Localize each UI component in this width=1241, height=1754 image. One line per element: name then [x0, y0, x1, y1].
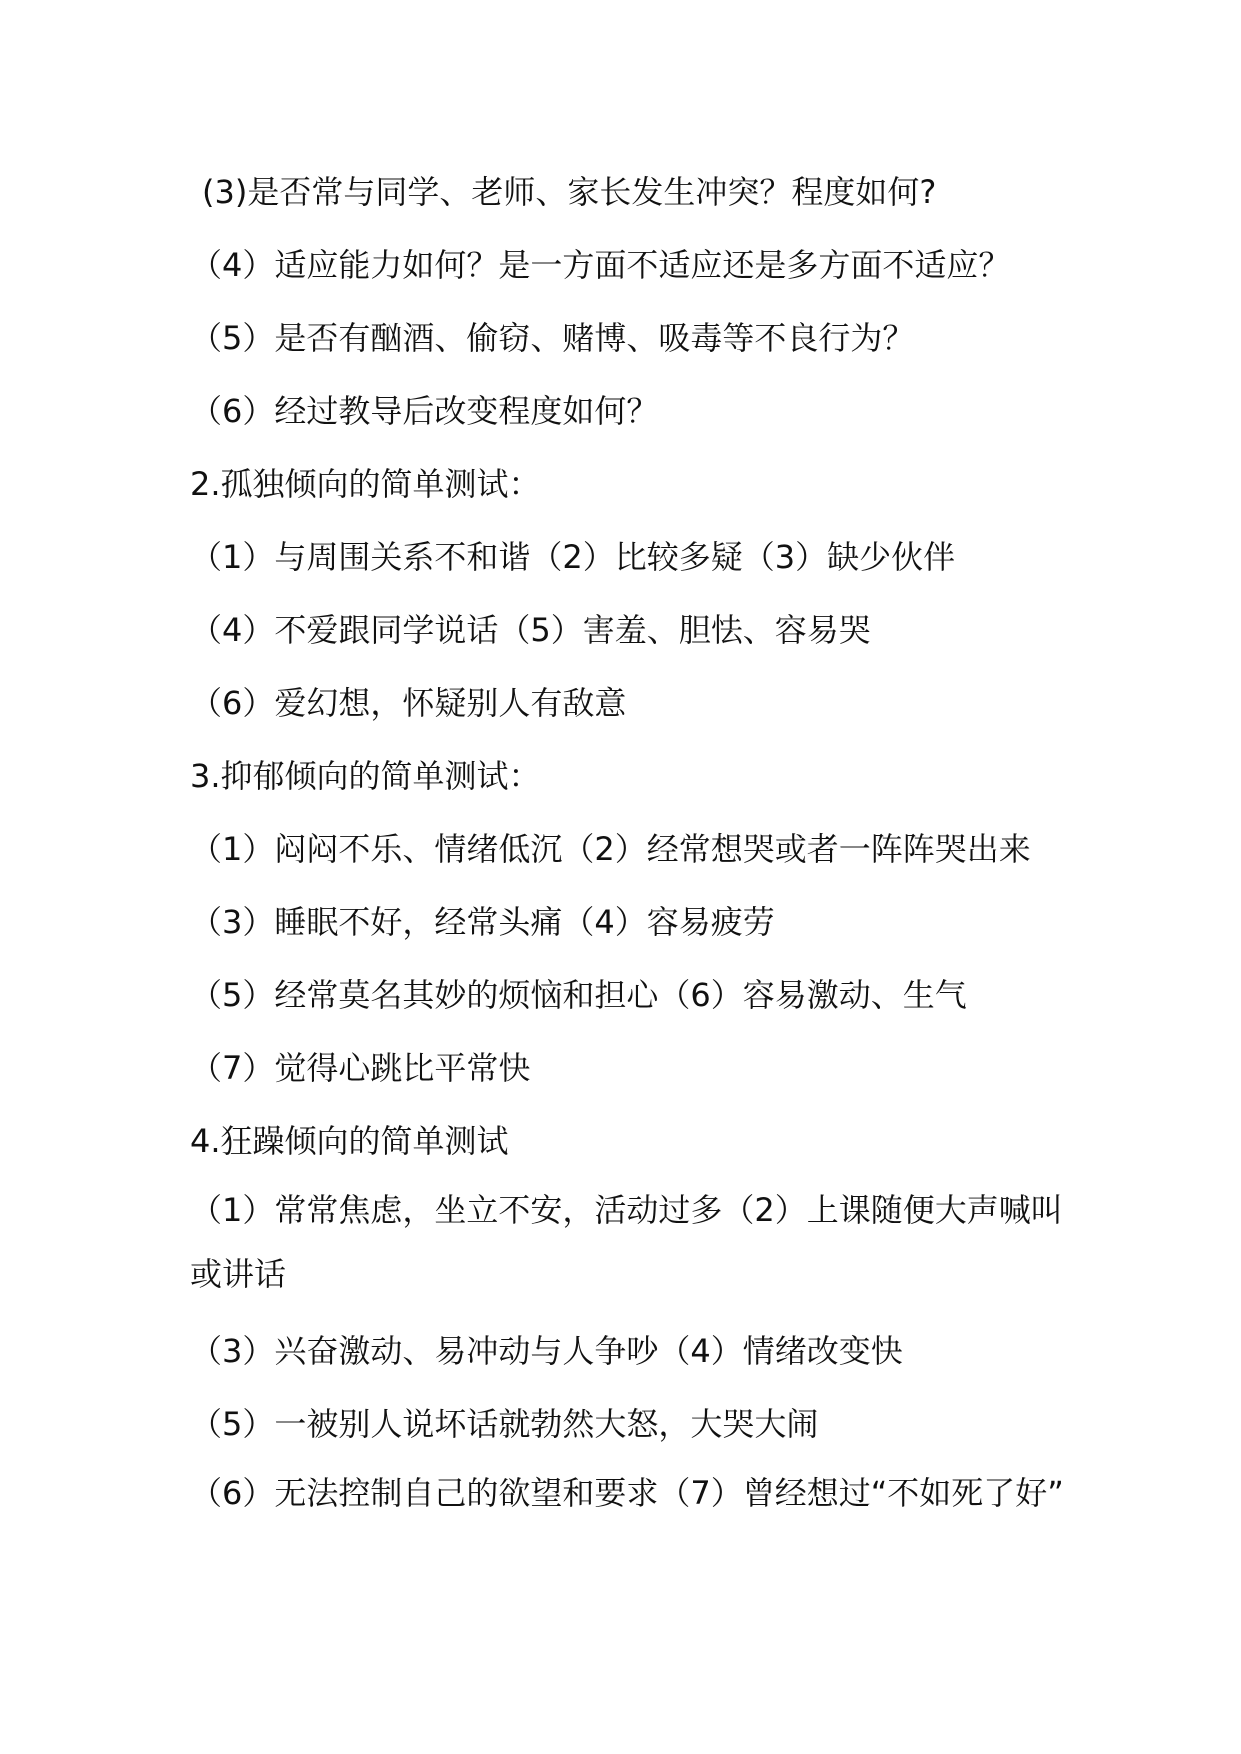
section-heading-depression: 3.抑郁倾向的简单测试：: [190, 757, 541, 795]
depression-items-1-2: （1）闷闷不乐、情绪低沉（2）经常想哭或者一阵阵哭出来: [190, 830, 1031, 868]
question-5: （5）是否有酗酒、偷窃、赌博、吸毒等不良行为？: [190, 319, 915, 357]
question-6: （6）经过教导后改变程度如何？: [190, 392, 659, 430]
mania-item-5: （5）一被别人说坏话就勃然大怒，大哭大闹: [190, 1405, 819, 1443]
depression-item-7: （7）觉得心跳比平常快: [190, 1049, 531, 1087]
mania-items-3-4: （3）兴奋激动、易冲动与人争吵（4）情绪改变快: [190, 1332, 903, 1370]
mania-items-1-2: （1）常常焦虑，坐立不安，活动过多（2）上课随便大声喊叫或讲话: [190, 1191, 1063, 1293]
depression-items-3-4: （3）睡眠不好，经常头痛（4）容易疲劳: [190, 903, 775, 941]
depression-items-5-6: （5）经常莫名其妙的烦恼和担心（6）容易激动、生气: [190, 976, 967, 1014]
document-body: [190, 156, 1070, 1534]
question-3: (3)是否常与同学、老师、家长发生冲突？程度如何?: [202, 173, 937, 211]
section-heading-loneliness: 2.孤独倾向的简单测试：: [190, 465, 541, 503]
loneliness-item-6: （6）爱幻想，怀疑别人有敌意: [190, 684, 627, 722]
question-4: （4）适应能力如何？是一方面不适应还是多方面不适应？: [190, 246, 1011, 284]
loneliness-items-1-3: （1）与周围关系不和谐（2）比较多疑（3）缺少伙伴: [190, 538, 956, 576]
section-heading-mania: 4.狂躁倾向的简单测试: [190, 1122, 509, 1160]
mania-items-6-7: （6）无法控制自己的欲望和要求（7）曾经想过“不如死了好”: [190, 1474, 1064, 1512]
loneliness-items-4-5: （4）不爱跟同学说话（5）害羞、胆怯、容易哭: [190, 611, 871, 649]
